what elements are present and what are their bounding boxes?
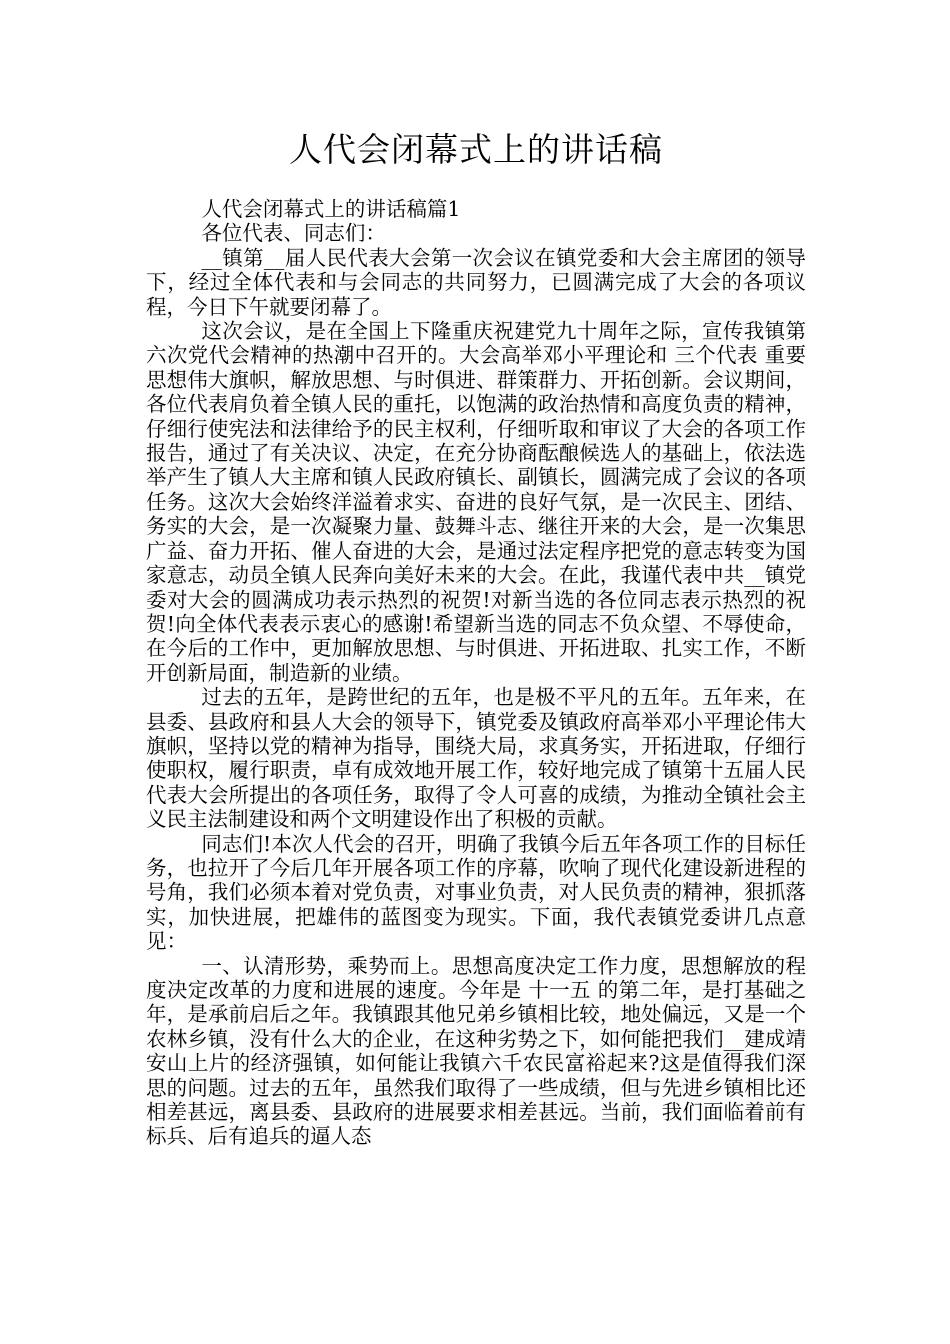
body-paragraph: __镇第__届人民代表大会第一次会议在镇党委和大会主席团的领导下，经过全体代表和与会同志的共同努力，已圆满完成了大会的各项议程，今日下午就要闭幕了。 — [146, 245, 806, 319]
body-paragraph: 过去的五年，是跨世纪的五年，也是极不平凡的五年。五年来，在县委、县政府和县人大会的领导下，镇党委及镇政府高举邓小平理论伟大旗帜，坚持以党的精神为指导，围绕大局，求真务实，开拓进取，仔细行使职权，履行职责，卓有成效地开展工作，较好地完成了镇第十五届人民代表大会所提出的各项任务，取得了令人可喜的成绩，为推动全镇社会主义民主法制建设和两个文明建设作出了积极的贡献。 — [146, 685, 806, 832]
body-paragraph: 这次会议，是在全国上下隆重庆祝建党九十周年之际，宣传我镇第六次党代会精神的热潮中召开的。大会高举邓小平理论和 三个代表 重要思想伟大旗帜，解放思想、与时俱进、群策群力、开拓创新。会议期间，各位代表肩负着全镇人民的重托，以饱满的政治热情和高度负责的精神，仔细行使宪法和法律给予的民主权利，仔细听取和审议了大会的各项工作报告，通过了有关决议、决定，在充分协商酝酿候选人的基础上，依法选举产生了镇人大主席和镇人民政府镇长、副镇长，圆满完成了会议的各项任务。这次大会始终洋溢着求实、奋进的良好气氛，是一次民主、团结、务实的大会，是一次凝聚力量、鼓舞斗志、继往开来的大会，是一次集思广益、奋力开拓、催人奋进的大会，是通过法定程序把党的意志转变为国家意志，动员全镇人民奔向美好未来的大会。在此，我谨代表中共__镇党委对大会的圆满成功表示热烈的祝贺!对新当选的各位同志表示热烈的祝贺!向全体代表表示衷心的感谢!希望新当选的同志不负众望、不辱使命，在今后的工作中，更加解放思想、与时俱进、开拓进取、扎实工作，不断开创新局面，制造新的业绩。 — [146, 319, 806, 685]
document-title: 人代会闭幕式上的讲话稿 — [289, 130, 663, 169]
salutation: 各位代表、同志们： — [201, 221, 386, 246]
document-body — [146, 197, 806, 1149]
section-heading: 人代会闭幕式上的讲话稿篇1 — [201, 197, 461, 221]
body-paragraph: 同志们!本次人代会的召开，明确了我镇今后五年各项工作的目标任务，也拉开了今后几年开展各项工作的序幕，吹响了现代化建设新进程的号角，我们必须本着对党负责，对事业负责，对人民负责的精神，狠抓落实，加快进展，把雄伟的蓝图变为现实。下面，我代表镇党委讲几点意见： — [146, 831, 806, 954]
body-paragraph: 一、认清形势，乘势而上。思想高度决定工作力度，思想解放的程度决定改革的力度和进展的速度。今年是 十一五 的第二年，是打基础之年，是承前启后之年。我镇跟其他兄弟乡镇相比较，地处偏远，又是一个农林乡镇，没有什么大的企业，在这种劣势之下，如何能把我们__建成靖安山上片的经济强镇，如何能让我镇六千农民富裕起来?这是值得我们深思的问题。过去的五年，虽然我们取得了一些成绩，但与先进乡镇相比还相差甚远，离县委、县政府的进展要求相差甚远。当前，我们面临着前有标兵、后有追兵的逼人态 — [146, 953, 806, 1149]
